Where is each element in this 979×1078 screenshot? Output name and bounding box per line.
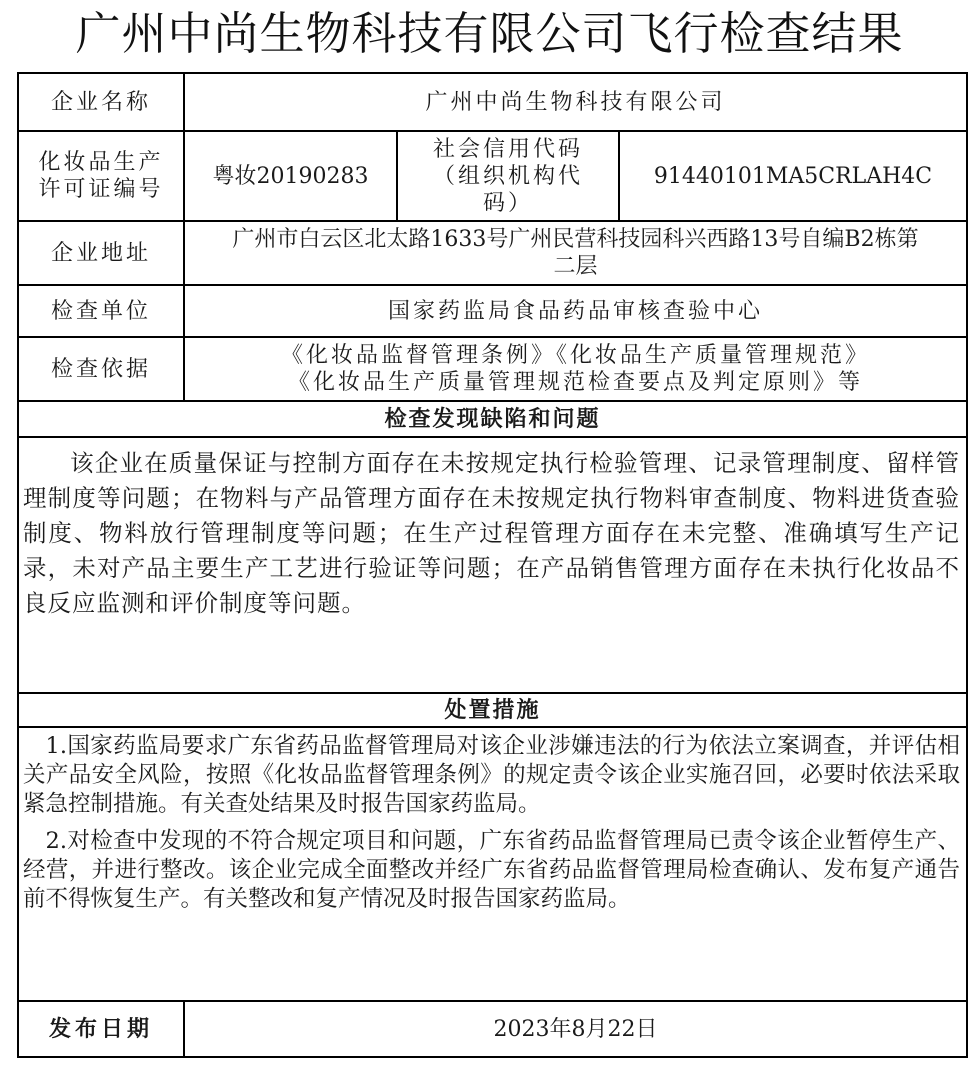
document-title: 广州中尚生物科技有限公司飞行检查结果 [75, 7, 904, 60]
findings-paragraph: 该企业在质量保证与控制方面存在未按规定执行检验管理、记录管理制度、留样管理制度等问题；在物料与产品管理方面存在未按规定执行物料审查制度、物料进货查验制度、物料放行管理制度等问题；在生产过程管理方面存在未完整、准确填写生产记录，未对产品主要生产工艺进行验证等问题；在产品销售管理方面存在未执行化妆品不良反应监测和评价制度等问题。 [23, 449, 960, 617]
company-name-label: 企业名称 [18, 73, 184, 131]
row-measures-heading [18, 693, 967, 727]
row-findings-body [18, 437, 967, 693]
measure-item-1: 1.国家药监局要求广东省药品监督管理局对该企业涉嫌违法的行为依法立案调查，并评估相关产品安全风险，按照《化妆品监督管理条例》的规定责令该企业实施召回，必要时依法采取紧急控制措施。有关查处结果及时报告国家药监局。 [23, 733, 960, 817]
inspector-value: 国家药监局食品药品审核查验中心 [184, 285, 967, 337]
license-number: 粤妆20190283 [184, 131, 397, 221]
basis-line-1: 《化妆品监督管理条例》《化妆品生产质量管理规范》 [280, 343, 870, 368]
row-address [18, 221, 967, 285]
row-company-name [18, 73, 967, 131]
release-date-label: 发布日期 [18, 1001, 184, 1057]
basis-label: 检查依据 [18, 337, 184, 401]
credit-code-label: 社会信用代码（组织机构代码） [397, 131, 619, 221]
inspector-label: 检查单位 [18, 285, 184, 337]
findings-heading: 检查发现缺陷和问题 [18, 401, 967, 437]
inspection-result-table [17, 72, 968, 1058]
measures-body [18, 727, 967, 1001]
address-value: 广州市白云区北太路1633号广州民营科技园科兴西路13号自编B2栋第二层 [184, 221, 967, 285]
findings-body [18, 437, 967, 693]
release-date-value: 2023年8月22日 [184, 1001, 967, 1057]
company-name-value: 广州中尚生物科技有限公司 [184, 73, 967, 131]
row-basis [18, 337, 967, 401]
measure-item-2: 2.对检查中发现的不符合规定项目和问题，广东省药品监督管理局已责令该企业暂停生产、经营，并进行整改。该企业完成全面整改并经广东省药品监督管理局检查确认、发布复产通告前不得恢复生产。有关整改和复产情况及时报告国家药监局。 [23, 828, 960, 912]
row-release-date [18, 1001, 967, 1057]
measures-heading: 处置措施 [18, 693, 967, 727]
address-label: 企业地址 [18, 221, 184, 285]
basis-line-2: 《化妆品生产质量管理规范检查要点及判定原则》等 [287, 370, 863, 395]
row-inspector [18, 285, 967, 337]
row-license [18, 131, 967, 221]
credit-code-value: 91440101MA5CRLAH4C [619, 131, 967, 221]
row-measures-body [18, 727, 967, 1001]
row-findings-heading [18, 401, 967, 437]
license-label: 化妆品生产许可证编号 [18, 131, 184, 221]
basis-value [184, 337, 967, 401]
